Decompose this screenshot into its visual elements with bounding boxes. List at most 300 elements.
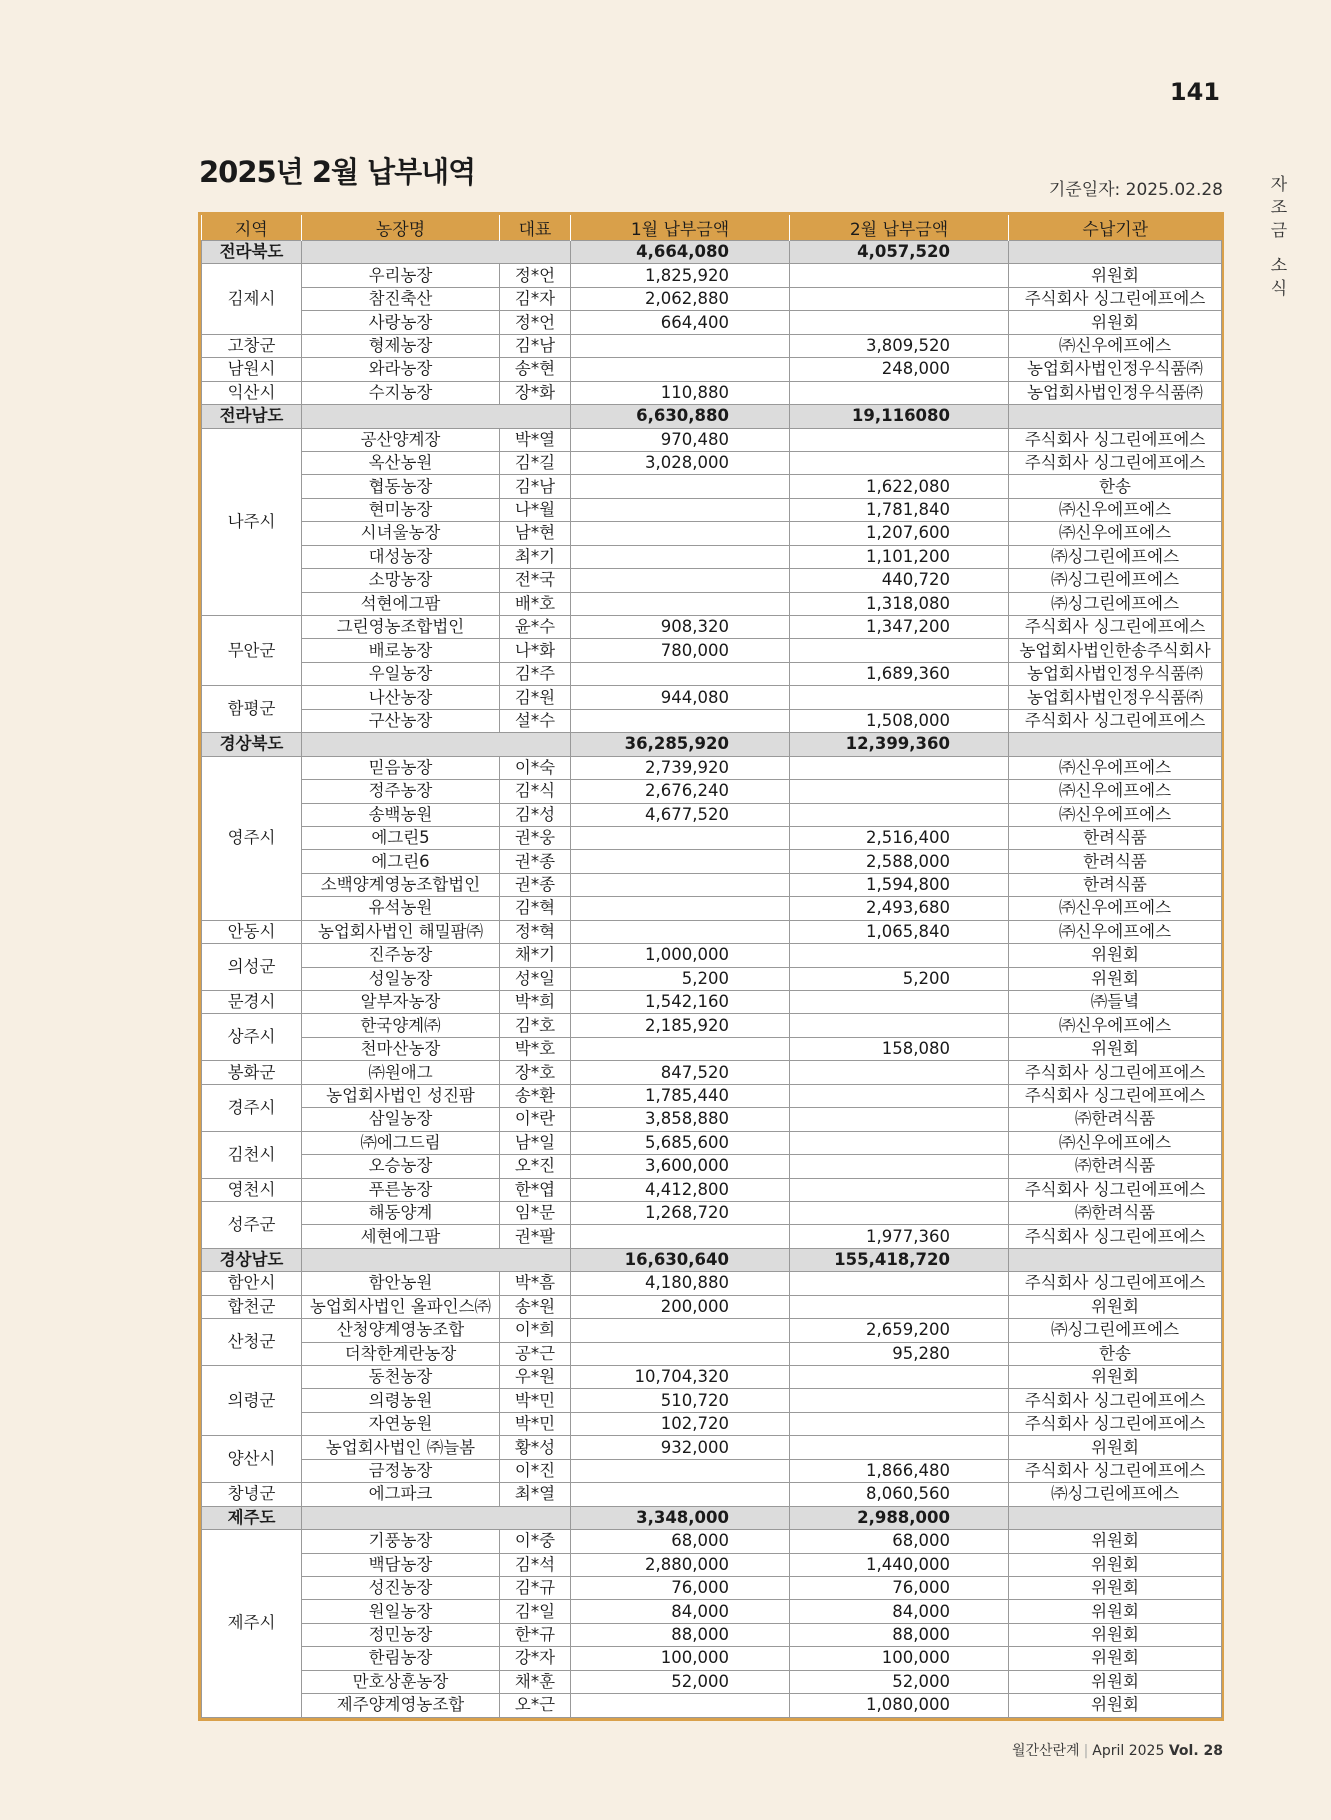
table-row — [202, 311, 1222, 334]
region-cell: 영주시 — [202, 756, 302, 920]
region-cell: 익산시 — [202, 381, 302, 404]
farm-name: 시녀울농장 — [302, 522, 500, 545]
feb-amount: 1,207,600 — [790, 522, 1009, 545]
feb-amount: 440,720 — [790, 569, 1009, 592]
feb-amount — [790, 311, 1009, 334]
jan-amount — [571, 1225, 790, 1248]
table-row — [202, 545, 1222, 568]
representative: 최*기 — [500, 545, 571, 568]
representative: 이*숙 — [500, 756, 571, 779]
feb-amount: 1,781,840 — [790, 498, 1009, 521]
region-cell: 양산시 — [202, 1436, 302, 1483]
receiving-org: ㈜신우에프에스 — [1009, 897, 1222, 920]
jan-amount — [571, 850, 790, 873]
feb-amount: 1,622,080 — [790, 475, 1009, 498]
feb-amount — [790, 1131, 1009, 1154]
farm-name: 에그린6 — [302, 850, 500, 873]
table-header-row — [202, 215, 1222, 241]
table-row — [202, 1225, 1222, 1248]
footer-issue: April 2025 — [1092, 1743, 1165, 1759]
table-row — [202, 967, 1222, 990]
province-name: 전라북도 — [202, 241, 302, 264]
jan-amount: 52,000 — [571, 1670, 790, 1693]
table-row — [202, 428, 1222, 451]
feb-amount: 68,000 — [790, 1530, 1009, 1553]
jan-amount: 2,062,880 — [571, 287, 790, 310]
farm-name: 오승농장 — [302, 1155, 500, 1178]
representative: 이*란 — [500, 1108, 571, 1131]
table-row — [202, 287, 1222, 310]
receiving-org: 농업회사법인정우식품㈜ — [1009, 686, 1222, 709]
farm-name: 해동양계 — [302, 1201, 500, 1224]
province-feb-total: 12,399,360 — [790, 733, 1009, 756]
section-tab — [1267, 174, 1291, 301]
feb-amount — [790, 1155, 1009, 1178]
representative: 설*수 — [500, 709, 571, 732]
table-row — [202, 686, 1222, 709]
farm-name: 정민농장 — [302, 1623, 500, 1646]
representative: 박*민 — [500, 1412, 571, 1435]
representative: 성*일 — [500, 967, 571, 990]
header-region: 지역 — [202, 215, 302, 241]
receiving-org: ㈜신우에프에스 — [1009, 803, 1222, 826]
jan-amount: 908,320 — [571, 616, 790, 639]
table-row — [202, 1295, 1222, 1318]
representative: 김*호 — [500, 1014, 571, 1037]
table-row — [202, 780, 1222, 803]
feb-amount: 1,318,080 — [790, 592, 1009, 615]
feb-amount: 88,000 — [790, 1623, 1009, 1646]
representative: 김*남 — [500, 334, 571, 357]
representative: 박*희 — [500, 991, 571, 1014]
table-row — [202, 897, 1222, 920]
farm-name: 알부자농장 — [302, 991, 500, 1014]
feb-amount — [790, 944, 1009, 967]
table-row — [202, 1178, 1222, 1201]
jan-amount — [571, 334, 790, 357]
farm-name: 구산농장 — [302, 709, 500, 732]
representative: 최*열 — [500, 1483, 571, 1506]
table-row — [202, 1342, 1222, 1365]
feb-amount: 2,516,400 — [790, 826, 1009, 849]
table-row — [202, 616, 1222, 639]
header-feb-amount: 2월 납부금액 — [790, 215, 1009, 241]
table-row — [202, 1670, 1222, 1693]
payment-table-container — [198, 212, 1224, 1721]
feb-amount — [790, 1014, 1009, 1037]
jan-amount — [571, 873, 790, 896]
farm-name: 옥산농원 — [302, 451, 500, 474]
farm-name: 진주농장 — [302, 944, 500, 967]
jan-amount: 84,000 — [571, 1600, 790, 1623]
farm-name: 배로농장 — [302, 639, 500, 662]
table-row — [202, 358, 1222, 381]
feb-amount: 1,080,000 — [790, 1694, 1009, 1717]
jan-amount: 76,000 — [571, 1576, 790, 1599]
jan-amount: 4,180,880 — [571, 1272, 790, 1295]
province-org-blank — [1009, 733, 1222, 756]
province-row — [202, 405, 1222, 428]
feb-amount: 1,101,200 — [790, 545, 1009, 568]
farm-name: 의령농원 — [302, 1389, 500, 1412]
representative: 김*혁 — [500, 897, 571, 920]
representative: 김*일 — [500, 1600, 571, 1623]
feb-amount — [790, 451, 1009, 474]
jan-amount: 110,880 — [571, 381, 790, 404]
feb-amount — [790, 1201, 1009, 1224]
jan-amount: 1,542,160 — [571, 991, 790, 1014]
representative: 김*석 — [500, 1553, 571, 1576]
jan-amount — [571, 920, 790, 943]
province-feb-total: 4,057,520 — [790, 241, 1009, 264]
receiving-org: 주식회사 싱그린에프에스 — [1009, 1084, 1222, 1107]
farm-name: 나산농장 — [302, 686, 500, 709]
jan-amount: 68,000 — [571, 1530, 790, 1553]
province-row — [202, 241, 1222, 264]
header-jan-amount: 1월 납부금액 — [571, 215, 790, 241]
feb-amount — [790, 756, 1009, 779]
farm-name: 에그린5 — [302, 826, 500, 849]
representative: 김*성 — [500, 803, 571, 826]
representative: 황*성 — [500, 1436, 571, 1459]
feb-amount — [790, 1061, 1009, 1084]
table-row — [202, 709, 1222, 732]
province-name: 제주도 — [202, 1506, 302, 1529]
receiving-org: 주식회사 싱그린에프에스 — [1009, 1272, 1222, 1295]
representative: 나*월 — [500, 498, 571, 521]
jan-amount — [571, 358, 790, 381]
representative: 한*규 — [500, 1623, 571, 1646]
farm-name: 푸른농장 — [302, 1178, 500, 1201]
table-row — [202, 498, 1222, 521]
receiving-org: 한송 — [1009, 475, 1222, 498]
table-row — [202, 850, 1222, 873]
receiving-org: 위원회 — [1009, 1295, 1222, 1318]
receiving-org: 농업회사법인정우식품㈜ — [1009, 358, 1222, 381]
region-cell: 김천시 — [202, 1131, 302, 1178]
receiving-org: ㈜신우에프에스 — [1009, 522, 1222, 545]
representative: 오*근 — [500, 1694, 571, 1717]
feb-amount: 1,065,840 — [790, 920, 1009, 943]
receiving-org: ㈜싱그린에프에스 — [1009, 592, 1222, 615]
region-cell: 경주시 — [202, 1084, 302, 1131]
feb-amount: 84,000 — [790, 1600, 1009, 1623]
receiving-org: 한려식품 — [1009, 826, 1222, 849]
table-row — [202, 1530, 1222, 1553]
feb-amount — [790, 1178, 1009, 1201]
province-blank — [302, 1248, 571, 1271]
jan-amount: 847,520 — [571, 1061, 790, 1084]
receiving-org: ㈜신우에프에스 — [1009, 780, 1222, 803]
representative: 김*남 — [500, 475, 571, 498]
farm-name: 자연농원 — [302, 1412, 500, 1435]
receiving-org: 농업회사법인정우식품㈜ — [1009, 381, 1222, 404]
receiving-org: 위원회 — [1009, 1694, 1222, 1717]
jan-amount — [571, 1459, 790, 1482]
jan-amount — [571, 1319, 790, 1342]
jan-amount: 2,880,000 — [571, 1553, 790, 1576]
table-row — [202, 264, 1222, 287]
feb-amount: 1,594,800 — [790, 873, 1009, 896]
table-row — [202, 1553, 1222, 1576]
jan-amount — [571, 826, 790, 849]
jan-amount — [571, 897, 790, 920]
feb-amount: 52,000 — [790, 1670, 1009, 1693]
representative: 정*혁 — [500, 920, 571, 943]
feb-amount: 1,977,360 — [790, 1225, 1009, 1248]
representative: 임*문 — [500, 1201, 571, 1224]
table-row — [202, 1084, 1222, 1107]
receiving-org: 위원회 — [1009, 264, 1222, 287]
receiving-org: 주식회사 싱그린에프에스 — [1009, 1061, 1222, 1084]
jan-amount: 2,676,240 — [571, 780, 790, 803]
representative: 박*민 — [500, 1389, 571, 1412]
feb-amount: 2,659,200 — [790, 1319, 1009, 1342]
representative: 이*진 — [500, 1459, 571, 1482]
receiving-org: ㈜신우에프에스 — [1009, 756, 1222, 779]
receiving-org: ㈜한려식품 — [1009, 1155, 1222, 1178]
representative: 김*자 — [500, 287, 571, 310]
table-row — [202, 1483, 1222, 1506]
table-row — [202, 1131, 1222, 1154]
province-name: 경상북도 — [202, 733, 302, 756]
receiving-org: ㈜신우에프에스 — [1009, 498, 1222, 521]
representative: 장*호 — [500, 1061, 571, 1084]
jan-amount: 932,000 — [571, 1436, 790, 1459]
representative: 김*원 — [500, 686, 571, 709]
region-cell: 함평군 — [202, 686, 302, 733]
table-row — [202, 381, 1222, 404]
receiving-org: 주식회사 싱그린에프에스 — [1009, 428, 1222, 451]
representative: 오*진 — [500, 1155, 571, 1178]
receiving-org: 위원회 — [1009, 1623, 1222, 1646]
table-row — [202, 522, 1222, 545]
table-row — [202, 1061, 1222, 1084]
representative: 김*길 — [500, 451, 571, 474]
representative: 배*호 — [500, 592, 571, 615]
feb-amount — [790, 1412, 1009, 1435]
farm-name: 농업회사법인 올파인스㈜ — [302, 1295, 500, 1318]
table-row — [202, 1272, 1222, 1295]
province-row — [202, 733, 1222, 756]
farm-name: 소망농장 — [302, 569, 500, 592]
farm-name: 수지농장 — [302, 381, 500, 404]
feb-amount: 5,200 — [790, 967, 1009, 990]
farm-name: 협동농장 — [302, 475, 500, 498]
feb-amount: 248,000 — [790, 358, 1009, 381]
feb-amount — [790, 686, 1009, 709]
jan-amount — [571, 569, 790, 592]
province-blank — [302, 1506, 571, 1529]
table-row — [202, 991, 1222, 1014]
farm-name: 형제농장 — [302, 334, 500, 357]
region-cell: 영천시 — [202, 1178, 302, 1201]
province-blank — [302, 405, 571, 428]
jan-amount — [571, 475, 790, 498]
region-cell: 산청군 — [202, 1319, 302, 1366]
feb-amount: 1,440,000 — [790, 1553, 1009, 1576]
feb-amount: 158,080 — [790, 1037, 1009, 1060]
farm-name: 농업회사법인 ㈜늘봄 — [302, 1436, 500, 1459]
receiving-org: 농업회사법인정우식품㈜ — [1009, 662, 1222, 685]
farm-name: 만호상훈농장 — [302, 1670, 500, 1693]
representative: 장*화 — [500, 381, 571, 404]
section-tab-char: 조 — [1270, 198, 1288, 218]
jan-amount — [571, 709, 790, 732]
feb-amount — [790, 1389, 1009, 1412]
jan-amount: 2,739,920 — [571, 756, 790, 779]
representative: 권*팔 — [500, 1225, 571, 1248]
receiving-org: 위원회 — [1009, 1670, 1222, 1693]
farm-name: 공산양계장 — [302, 428, 500, 451]
feb-amount: 1,689,360 — [790, 662, 1009, 685]
table-row — [202, 1694, 1222, 1717]
table-row — [202, 1459, 1222, 1482]
farm-name: 소백양계영농조합법인 — [302, 873, 500, 896]
receiving-org: ㈜신우에프에스 — [1009, 920, 1222, 943]
table-row — [202, 1014, 1222, 1037]
feb-amount — [790, 991, 1009, 1014]
jan-amount — [571, 662, 790, 685]
receiving-org: 주식회사 싱그린에프에스 — [1009, 1389, 1222, 1412]
table-body — [202, 241, 1222, 1718]
table-row — [202, 1576, 1222, 1599]
representative: 우*원 — [500, 1366, 571, 1389]
farm-name: 우일농장 — [302, 662, 500, 685]
receiving-org: ㈜신우에프에스 — [1009, 334, 1222, 357]
receiving-org: 위원회 — [1009, 944, 1222, 967]
table-row — [202, 639, 1222, 662]
region-cell: 의성군 — [202, 944, 302, 991]
feb-amount — [790, 381, 1009, 404]
receiving-org: 위원회 — [1009, 1366, 1222, 1389]
region-cell: 고창군 — [202, 334, 302, 357]
base-date: 기준일자: 2025.02.28 — [1048, 180, 1223, 200]
receiving-org: 주식회사 싱그린에프에스 — [1009, 1412, 1222, 1435]
region-cell: 안동시 — [202, 920, 302, 943]
jan-amount: 664,400 — [571, 311, 790, 334]
table-row — [202, 662, 1222, 685]
feb-amount — [790, 1084, 1009, 1107]
representative: 전*국 — [500, 569, 571, 592]
feb-amount: 100,000 — [790, 1647, 1009, 1670]
farm-name: 세현에그팜 — [302, 1225, 500, 1248]
footer: 월간산란계 | April 2025 Vol. 28 — [1011, 1743, 1223, 1759]
receiving-org: 위원회 — [1009, 967, 1222, 990]
farm-name: 원일농장 — [302, 1600, 500, 1623]
section-tab-char: 자 — [1270, 175, 1288, 195]
region-cell: 창녕군 — [202, 1483, 302, 1506]
farm-name: 한림농장 — [302, 1647, 500, 1670]
receiving-org: 주식회사 싱그린에프에스 — [1009, 451, 1222, 474]
receiving-org: 위원회 — [1009, 311, 1222, 334]
representative: 송*환 — [500, 1084, 571, 1107]
jan-amount: 3,858,880 — [571, 1108, 790, 1131]
representative: 남*현 — [500, 522, 571, 545]
representative: 권*종 — [500, 850, 571, 873]
feb-amount — [790, 264, 1009, 287]
region-cell: 문경시 — [202, 991, 302, 1014]
receiving-org: ㈜싱그린에프에스 — [1009, 545, 1222, 568]
feb-amount — [790, 1272, 1009, 1295]
feb-amount: 3,809,520 — [790, 334, 1009, 357]
section-tab-char: 금 — [1270, 221, 1288, 241]
receiving-org: ㈜신우에프에스 — [1009, 1131, 1222, 1154]
region-cell: 봉화군 — [202, 1061, 302, 1084]
table-row — [202, 1155, 1222, 1178]
province-row — [202, 1506, 1222, 1529]
receiving-org: 주식회사 싱그린에프에스 — [1009, 1225, 1222, 1248]
farm-name: 산청양계영농조합 — [302, 1319, 500, 1342]
representative: 정*언 — [500, 264, 571, 287]
representative: 박*열 — [500, 428, 571, 451]
table-row — [202, 920, 1222, 943]
representative: 박*흠 — [500, 1272, 571, 1295]
table-row — [202, 569, 1222, 592]
table-row — [202, 756, 1222, 779]
table-row — [202, 1037, 1222, 1060]
feb-amount — [790, 780, 1009, 803]
receiving-org: 한려식품 — [1009, 873, 1222, 896]
region-cell: 제주시 — [202, 1530, 302, 1718]
region-cell: 김제시 — [202, 264, 302, 334]
receiving-org: 한송 — [1009, 1342, 1222, 1365]
farm-name: 한국양계㈜ — [302, 1014, 500, 1037]
region-cell: 합천군 — [202, 1295, 302, 1318]
receiving-org: 주식회사 싱그린에프에스 — [1009, 616, 1222, 639]
table-row — [202, 592, 1222, 615]
representative: 권*종 — [500, 873, 571, 896]
representative: 송*원 — [500, 1295, 571, 1318]
table-row — [202, 826, 1222, 849]
jan-amount: 944,080 — [571, 686, 790, 709]
representative: 나*화 — [500, 639, 571, 662]
province-feb-total: 19,116080 — [790, 405, 1009, 428]
farm-name: 그린영농조합법인 — [302, 616, 500, 639]
farm-name: 삼일농장 — [302, 1108, 500, 1131]
table-row — [202, 1319, 1222, 1342]
section-tab-char: 식 — [1270, 279, 1288, 299]
feb-amount: 8,060,560 — [790, 1483, 1009, 1506]
header-representative: 대표 — [500, 215, 571, 241]
representative: 윤*수 — [500, 616, 571, 639]
farm-name: 와라농장 — [302, 358, 500, 381]
representative: 남*일 — [500, 1131, 571, 1154]
farm-name: 함안농원 — [302, 1272, 500, 1295]
receiving-org: ㈜신우에프에스 — [1009, 1014, 1222, 1037]
receiving-org: 위원회 — [1009, 1600, 1222, 1623]
table-row — [202, 803, 1222, 826]
jan-amount — [571, 1483, 790, 1506]
representative: 한*엽 — [500, 1178, 571, 1201]
farm-name: 제주양계영농조합 — [302, 1694, 500, 1717]
representative: 김*식 — [500, 780, 571, 803]
receiving-org: 위원회 — [1009, 1576, 1222, 1599]
representative: 채*기 — [500, 944, 571, 967]
receiving-org: 농업회사법인한송주식회사 — [1009, 639, 1222, 662]
receiving-org: 위원회 — [1009, 1530, 1222, 1553]
province-jan-total: 4,664,080 — [571, 241, 790, 264]
representative: 김*규 — [500, 1576, 571, 1599]
province-org-blank — [1009, 241, 1222, 264]
region-cell: 나주시 — [202, 428, 302, 616]
feb-amount: 1,347,200 — [790, 616, 1009, 639]
representative: 강*자 — [500, 1647, 571, 1670]
representative: 정*언 — [500, 311, 571, 334]
page-title: 2025년 2월 납부내역 — [199, 155, 476, 189]
jan-amount: 5,200 — [571, 967, 790, 990]
jan-amount — [571, 498, 790, 521]
